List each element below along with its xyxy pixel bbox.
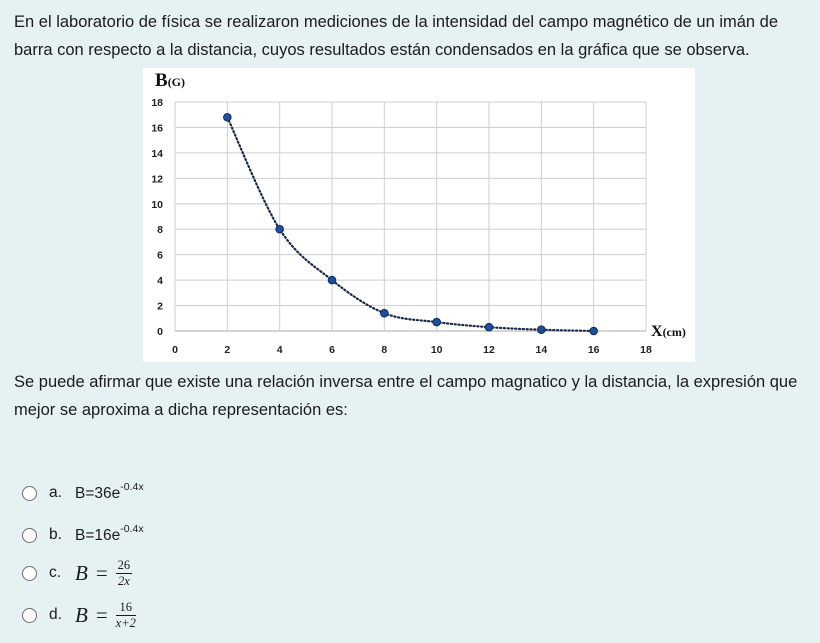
option-c[interactable] [22,558,282,588]
x-tick-label: 10 [430,344,443,356]
x-tick-label: 4 [276,344,283,356]
option-d-numerator: 16 [119,599,133,614]
option-d-denominator: x+2 [115,615,136,630]
data-point [328,276,336,284]
x-tick-label: 2 [224,344,231,356]
statement-text: Se puede afirmar que existe una relación inversa entre el campo magnatico y la distancia, la expresión que mejor se aproxima a dicha representación es: [14,373,798,419]
magnetic-field-chart [143,68,695,362]
data-point [276,225,284,233]
option-a-exponent: -0.4x [120,480,144,493]
y-tick-label: 8 [157,224,163,237]
data-point [381,309,389,317]
option-letter: d. [49,606,62,623]
option-c-expression [75,559,132,588]
y-tick-label: 6 [157,249,163,262]
option-d-equals: = [95,602,108,627]
question-text: En el laboratorio de física se realizaron mediciones de la intensidad del campo magnético de un imán de barra con respecto a la distancia, cuyos resultados están condensados en la gráfica que se observa. [14,13,779,59]
radio-b[interactable] [22,528,37,543]
option-d-fraction [116,601,136,630]
y-tick-label: 4 [157,275,163,288]
x-axis-title: X(cm) [651,323,686,340]
y-tick-label: 16 [151,122,163,135]
radio-d[interactable] [22,608,37,623]
x-tick-label: 6 [329,344,335,356]
option-c-numerator: 26 [117,557,131,572]
data-point [433,318,441,326]
trend-line [227,117,593,331]
y-tick-label: 12 [151,173,163,186]
radio-c[interactable] [22,566,37,581]
option-d-lhs: B [75,602,88,627]
data-point [224,113,232,121]
y-tick-label: 0 [157,326,163,338]
y-tick-label: 18 [151,97,163,109]
option-d-expression [75,601,136,630]
data-point [485,323,493,331]
option-a[interactable] [22,478,282,508]
option-a-base: B=36e [75,485,121,503]
option-c-equals: = [95,560,108,585]
chart-svg [143,68,695,362]
option-c-fraction [116,559,133,588]
x-tick-label: 14 [535,344,548,356]
option-b[interactable] [22,520,282,550]
data-point [590,327,598,335]
option-a-expression [75,480,144,503]
option-letter: c. [49,564,62,581]
option-b-base: B=16e [75,527,121,545]
y-tick-label: 10 [151,198,163,211]
radio-a[interactable] [22,486,37,501]
option-b-expression [75,522,144,545]
x-tick-label: 12 [483,344,495,356]
x-tick-label: 0 [172,344,178,356]
option-d[interactable] [22,600,282,630]
x-tick-label: 18 [640,344,652,356]
option-b-exponent: -0.4x [120,522,144,535]
data-point [538,326,546,334]
option-c-lhs: B [75,560,88,585]
option-c-denominator: 2x [118,573,130,588]
x-tick-label: 8 [381,344,388,356]
y-tick-label: 14 [151,147,163,160]
option-letter: a. [49,484,62,501]
option-letter: b. [49,526,62,543]
y-tick-label: 2 [157,300,163,313]
x-tick-label: 16 [587,344,600,356]
y-axis-title: B(G) [155,70,186,91]
